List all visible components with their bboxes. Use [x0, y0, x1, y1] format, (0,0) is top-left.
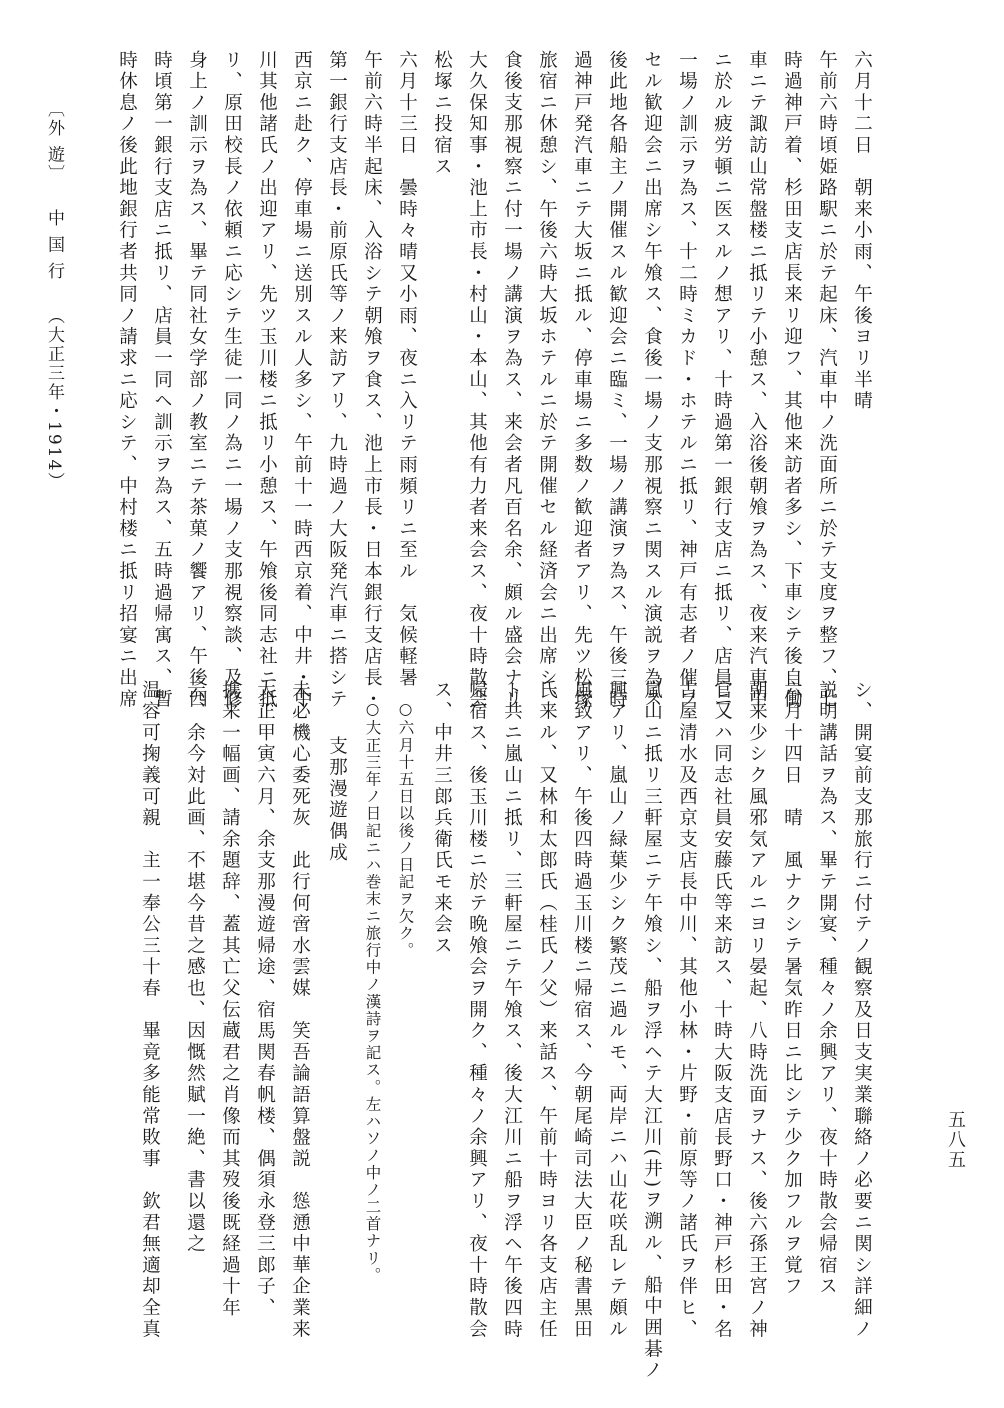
page-number: 五八五 — [945, 1110, 966, 1170]
text-column: 六月十二日 朝来小雨、午後ヨリ半晴 — [851, 50, 873, 413]
text-column: 云、余今対此画、不堪今昔之感也、因慨然賦一絶、書以還之 — [184, 680, 206, 1256]
text-column: 川其他諸氏ノ出迎アリ、先ツ玉川楼ニ抵リ小憩ス、午飧後同志社ニ抵 — [256, 50, 278, 711]
editor-note: ○六月十五日以後ノ日記ヲ欠ク。 — [396, 700, 415, 959]
text-column: 興アリ、嵐山ノ緑葉少シク繁茂ニ過ルモ、両岸ニハ山花咲乱レテ頗ル — [606, 680, 628, 1341]
poem-title: 支那漫遊偶成 — [326, 736, 348, 864]
text-column: セル歓迎会ニ出席シ午飧ス、食後一場ノ支那視察ニ関スル演説ヲ為ス — [641, 50, 663, 711]
text-column: 時頃第一銀行支店ニ抵リ、店員一同ヘ訓示ヲ為ス、五時過帰寓ス、暫 — [151, 50, 173, 711]
text-column: 時過神戸着、杉田支店長来リ迎フ、其他来訪者多シ、下車シテ後自働 — [781, 50, 803, 711]
header-section: 〔外 遊〕 — [44, 100, 64, 184]
text-column: ス、中井三郎兵衛氏モ来会ス — [431, 680, 453, 957]
text-column: 氏来ル、又林和太郎氏（桂氏ノ父）来話ス、午前十時ヨリ各支店主任 — [536, 680, 558, 1341]
text-column: 後此地各船主ノ開催スル歓迎会ニ臨ミ、一場ノ講演ヲ為ス、午後三時 — [606, 50, 628, 711]
text-column: 大久保知事・池上市長・村山・本山、其他有力者来会ス、夜十時散会 — [466, 50, 488, 711]
text-column: 食後支那視察ニ付一場ノ講演ヲ為ス、来会者凡百名余、頗ル盛会ナリ — [501, 50, 523, 711]
text-column: 身上ノ訓示ヲ為ス、畢テ同社女学部ノ教室ニテ茶菓ノ饗アリ、午後四 — [186, 50, 208, 711]
text-column: 旅宿ニ休憩シ、午後六時大坂ホテルニ於テ開催セル経済会ニ出席シ、 — [536, 50, 558, 711]
text-column: 説明講話ヲ為ス、畢テ開宴、種々ノ余興アリ、夜十時散会帰宿ス — [816, 680, 838, 1298]
text-column: 車ニテ諏訪山常盤楼ニ抵リテ小憩ス、入浴後朝飧ヲ為ス、夜来汽車中 — [746, 50, 768, 711]
text-column: 六月十三日 曇時々晴又小雨、夜ニ入リテ雨頻リニ至ル 気候軽暑 — [396, 50, 418, 689]
text-column: ニ於ル疲労頓ニ医スルノ想アリ、十時過第一銀行支店ニ抵リ、店員ニ — [711, 50, 733, 711]
text-column: 一場ノ訓示ヲ為ス、十二時ミカド・ホテルニ抵リ、神戸有志者ノ催フ — [676, 50, 698, 711]
text-column: 第一銀行支店長・前原氏等ノ来訪アリ、九時過ノ大阪発汽車ニ搭シテ — [326, 50, 348, 711]
text-column: 帰宿ス、後玉川楼ニ於テ晩飧会ヲ開ク、種々ノ余興アリ、夜十時散会 — [466, 680, 488, 1341]
running-header — [42, 100, 67, 491]
text-column: リ、原田校長ノ依頼ニ応シテ生徒一同ノ為ニ一場ノ支那視察談、及修 — [221, 50, 243, 711]
poem-line: 温容可掬義可親 主一奉公三十春 畢竟多能常敗事 欽君無適却全真 — [139, 680, 161, 1341]
poem-line: 未必機心委死灰 此行何啻水雲媒 笑吾論語算盤説 慫慂中華企業来 — [289, 680, 311, 1341]
text-column: 朝来少シク風邪気アルニヨリ晏起、八時洗面ヲナス、後六孫王宮ノ神 — [746, 680, 768, 1341]
header-year: （大正三年・1914） — [44, 307, 64, 492]
text-column: 嵐山ニ抵リ三軒屋ニテ午飧シ、船ヲ浮ヘテ大江川(井)ヲ溯ル、船中囲碁ノ — [641, 680, 663, 1382]
text-column: 午前六時半起床、入浴シテ朝飧ヲ食ス、池上市長・日本銀行支店長・ — [361, 50, 383, 711]
text-column: 大正甲寅六月、余支那漫遊帰途、宿馬関春帆楼、偶須永登三郎子、 — [254, 680, 276, 1319]
text-column: 松塚ニ投宿ス — [431, 50, 453, 178]
text-column: 過神戸発汽車ニテ大坂ニ抵ル、停車場ニ多数ノ歓迎者アリ、先ツ松塚 — [571, 50, 593, 711]
text-column: ト共ニ嵐山ニ抵リ、三軒屋ニテ午飧ス、後大江川ニ船ヲ浮ヘ午後四時 — [501, 680, 523, 1341]
text-column: 風致アリ、午後四時過玉川楼ニ帰宿ス、今朝尾崎司法大臣ノ秘書黒田 — [571, 680, 593, 1341]
text-column: 古屋清水及西京支店長中川、其他小林・片野・前原等ノ諸氏ヲ伴ヒ、 — [676, 680, 698, 1341]
text-column: 西京ニ赴ク、停車場ニ送別スル人多シ、午前十一時西京着、中井・中 — [291, 50, 313, 711]
text-column: 官又ハ同志社員安藤氏等来訪ス、十時大阪支店長野口・神戸杉田・名 — [711, 680, 733, 1341]
header-chapter: 中 国 行 — [44, 209, 64, 282]
text-column: 携来一幅画、請余題辞、蓋其亡父伝蔵君之肖像而其歿後既経過十年 — [219, 680, 241, 1319]
text-column: 午前六時頃姫路駅ニ於テ起床、汽車中ノ洗面所ニ於テ支度ヲ整フ、七 — [816, 50, 838, 711]
text-column: シ、開宴前支那旅行ニ付テノ観察及日支実業聯絡ノ必要ニ関シ詳細ノ — [851, 680, 873, 1341]
text-column: 時休息ノ後此地銀行者共同ノ請求ニ応シテ、中村楼ニ抵リ招宴ニ出席 — [116, 50, 138, 711]
text-column: 六月十四日 晴 風ナクシテ暑気昨日ニ比シテ少ク加フルヲ覚フ — [781, 680, 803, 1298]
editor-note: ○大正三年ノ日記ニハ巻末ニ旅行中ノ漢詩ヲ記ス。左ハソノ中ノ二首ナリ。 — [363, 700, 382, 1284]
